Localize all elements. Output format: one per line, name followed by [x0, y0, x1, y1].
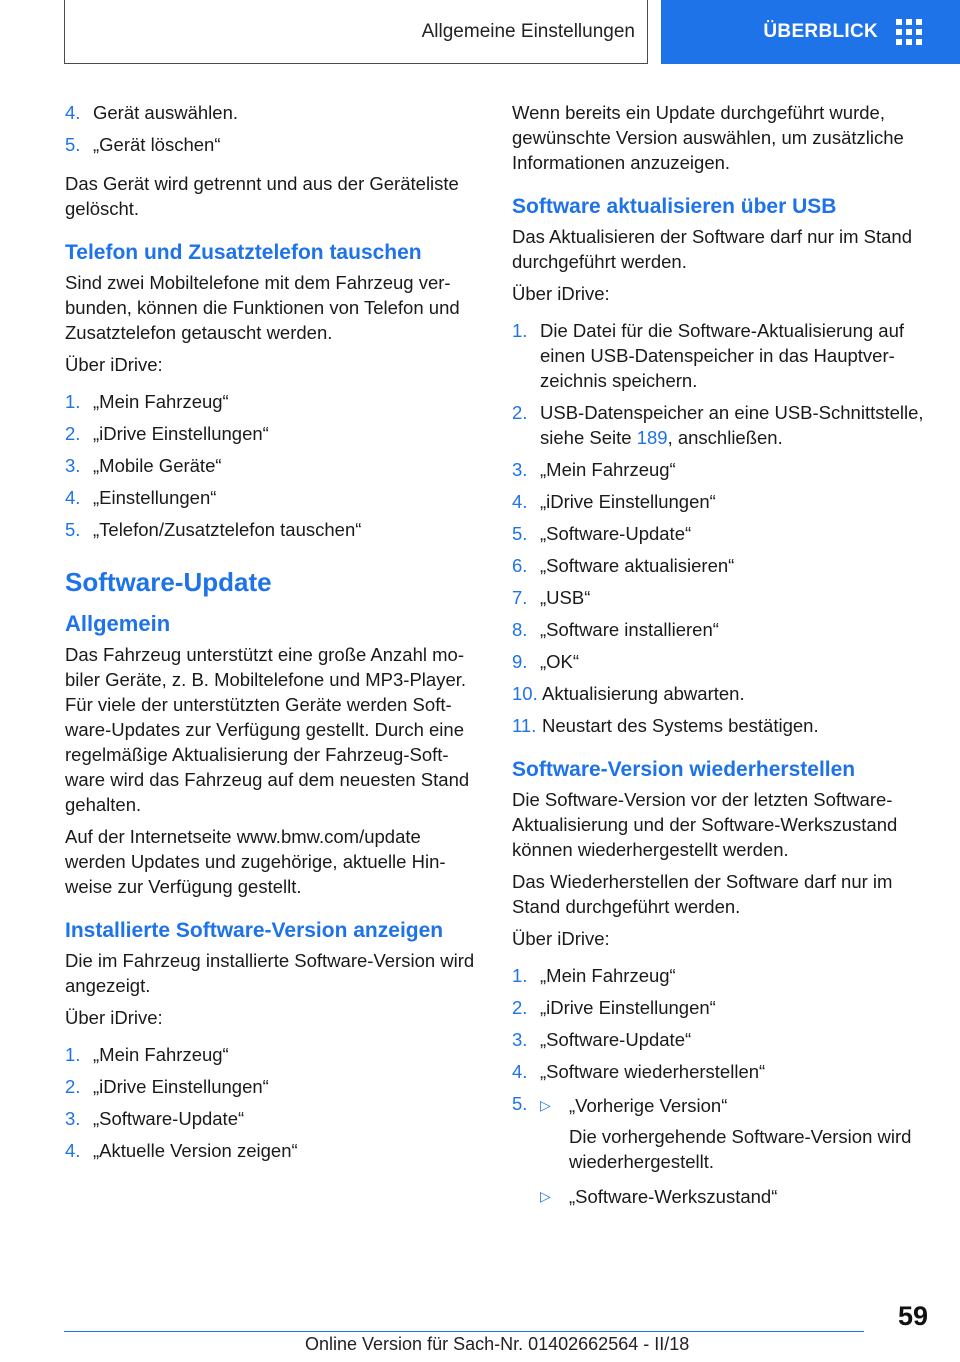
paragraph: Auf der Internetseite www.bmw.com/update werden Updates und zugehörige, aktuelle Hinweise zur Verfügung gestellt. — [65, 826, 446, 897]
list-item: 1. „Mein Fahrzeug“ — [65, 391, 229, 412]
list-item: 1. „Mein Fahrzeug“ — [65, 1044, 229, 1065]
heading-telefon-tauschen: Telefon und Zusatztelefon tauschen — [65, 241, 422, 264]
list-item: 2. „iDrive Einstellungen“ — [65, 1076, 269, 1097]
list-item: 3. „Software-Update“ — [65, 1108, 245, 1129]
page-link-189[interactable]: 189 — [636, 427, 668, 448]
list-item: 10. Aktualisierung abwarten. — [512, 683, 745, 704]
list-item: 2. „iDrive Einstellungen“ — [512, 997, 716, 1018]
paragraph: Die im Fahrzeug installierte Software-Version wird angezeigt. — [65, 950, 475, 996]
paragraph: Das Aktualisieren der Software darf nur im Stand durchgeführt werden. — [512, 226, 912, 272]
paragraph: Das Gerät wird getrennt und aus der Geräteliste gelöscht. — [65, 173, 459, 219]
paragraph: Über iDrive: — [65, 1007, 163, 1028]
list-item: 4. „Einstellungen“ — [65, 487, 217, 508]
installiert-steps — [65, 1042, 481, 1163]
heading-allgemein: Allgemein — [65, 611, 171, 636]
paragraph: Das Fahrzeug unterstützt eine große Anzahl mobiler Geräte, z. B. Mobiltelefone und MP3-Player. Für viele der unterstützten Geräte werden Software-Updates zur Verfügung gestellt. Durch eine regelmäßige Aktualisierung der Fahrzeug-Software wird das Fahrzeug auf dem neuesten Stand gehalten. — [65, 644, 470, 815]
triangle-right-icon: ▷ — [540, 1188, 551, 1204]
list-item: 1. „Mein Fahrzeug“ — [512, 965, 676, 986]
list-item: 11. Neustart des Systems bestätigen. — [512, 715, 819, 736]
list-item: 5. ▷ „Vorherige Version“ Die vorhergehende Software-Version wird wiederhergestellt. ▷ „Software-Werkszustand“ — [512, 1091, 932, 1215]
wiederherstellen-steps — [512, 963, 932, 1215]
list-item: 4. „Aktuelle Version zeigen“ — [65, 1140, 298, 1161]
section-title: Allgemeine Einstellungen — [421, 20, 635, 42]
list-item: 6. „Software aktualisieren“ — [512, 555, 735, 576]
usb-steps — [512, 318, 932, 738]
telefon-steps — [65, 389, 481, 542]
right-column — [512, 100, 932, 1229]
paragraph: Sind zwei Mobiltelefone mit dem Fahrzeug verbunden, können die Funktionen von Telefon und Zusatztelefon getauscht werden. — [65, 272, 460, 343]
sub-option: ▷ „Software-Werkszustand“ — [540, 1186, 778, 1207]
triangle-right-icon: ▷ — [540, 1097, 551, 1113]
list-item: 1. Die Datei für die Software-Aktualisierung auf einen USB-Datenspeicher in das Hauptverzeichnis speichern. — [512, 320, 905, 391]
paragraph: Das Wiederherstellen der Software darf nur im Stand durchgeführt werden. — [512, 871, 893, 917]
list-item: 2. „iDrive Einstellungen“ — [65, 423, 269, 444]
page-number: 59 — [897, 1301, 928, 1331]
list-item: 3. „Mein Fahrzeug“ — [512, 459, 676, 480]
header-section-title — [64, 0, 648, 64]
paragraph: Wenn bereits ein Update durchgeführt wurde, gewünschte Version auswählen, um zusätzliche Informationen anzuzeigen. — [512, 102, 904, 173]
list-item: 3. „Software-Update“ — [512, 1029, 692, 1050]
sub-option: ▷ „Vorherige Version“ — [540, 1095, 728, 1116]
grid-icon — [896, 19, 922, 45]
footer-text: Online Version für Sach-Nr. 01402662564 - II/18 — [305, 1334, 690, 1354]
heading-software-update: Software-Update — [65, 567, 272, 597]
footer-divider — [64, 1331, 864, 1332]
sub-option-note: Die vorhergehende Software-Version wird wiederhergestellt. — [569, 1126, 912, 1172]
list-item: 5. „Telefon/Zusatztelefon tauschen“ — [65, 519, 362, 540]
paragraph: Über iDrive: — [512, 928, 610, 949]
list-item: 4. „iDrive Einstellungen“ — [512, 491, 716, 512]
paragraph: Die Software-Version vor der letzten Software-Aktualisierung und der Software-Werkszustand können wiederhergestellt werden. — [512, 789, 898, 860]
list-item: 5. „Software-Update“ — [512, 523, 692, 544]
device-list-end — [65, 100, 481, 157]
heading-wiederherstellen: Software-Version wiederherstellen — [512, 758, 856, 781]
heading-installierte-version: Installierte Software-Version anzeigen — [65, 919, 444, 942]
list-item: 9. „OK“ — [512, 651, 580, 672]
paragraph: Über iDrive: — [65, 354, 163, 375]
left-column — [65, 100, 481, 1177]
overview-tab[interactable] — [661, 0, 960, 64]
list-item: 7. „USB“ — [512, 587, 591, 608]
list-item: 5. „Gerät löschen“ — [65, 134, 221, 155]
list-item: 3. „Mobile Geräte“ — [65, 455, 222, 476]
paragraph: Über iDrive: — [512, 283, 610, 304]
list-item: 4. „Software wiederherstellen“ — [512, 1061, 766, 1082]
heading-usb-update: Software aktualisieren über USB — [512, 195, 837, 218]
list-item: 4. Gerät auswählen. — [65, 102, 239, 123]
sub-options — [540, 1093, 932, 1209]
overview-tab-label: ÜBERBLICK — [763, 21, 878, 42]
list-item: 2. USB-Datenspeicher an eine USB-Schnittstelle, siehe Seite 189, anschließen. — [512, 402, 924, 448]
list-item: 8. „Software installieren“ — [512, 619, 719, 640]
